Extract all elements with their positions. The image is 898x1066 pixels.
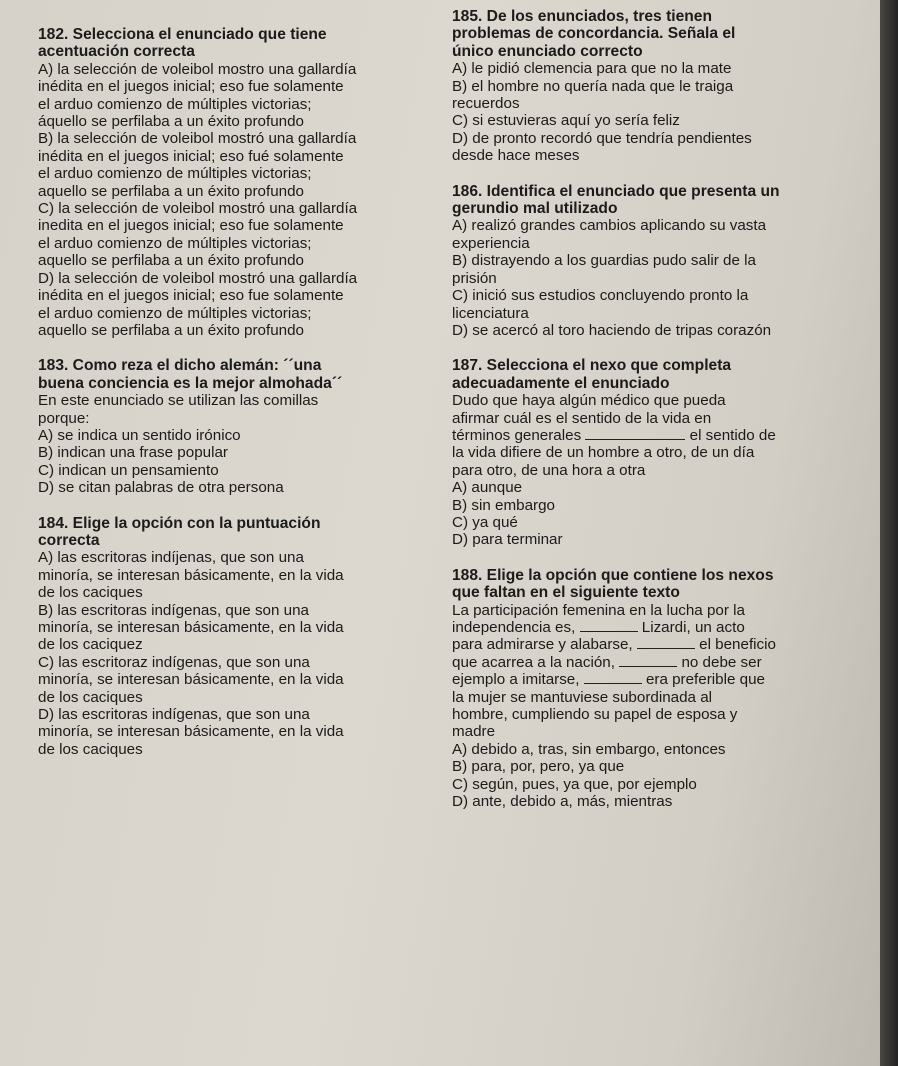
option-184-b[interactable]: B) las escritoras indígenas, que son una minoría, se interesan básicamente, en la vida de los caciquez (38, 601, 344, 654)
option-182-d[interactable]: D) la selección de voleibol mostró una gallardía inédita en el juegos inicial; eso fue solamente el arduo comienzo de múltiples victorias; aquello se perfilaba a un éxito profundo (38, 269, 358, 339)
page-edge-shadow (880, 0, 898, 1066)
question-185-title: 185. De los enunciados, tres tienen problemas de concordancia. Señala el único enunciado correcto (452, 8, 736, 60)
question-188 (452, 567, 878, 811)
question-182-title: 182. Selecciona el enunciado que tiene acentuación correcta (38, 26, 327, 61)
option-183-c[interactable]: C) indican un pensamiento (38, 461, 219, 479)
answer-blank[interactable] (637, 636, 695, 649)
question-183-stem: En este enunciado se utilizan las comillas porque: (38, 392, 319, 427)
right-column (452, 8, 878, 828)
answer-blank[interactable] (619, 654, 677, 667)
question-184-title: 184. Elige la opción con la puntuación correcta (38, 514, 321, 549)
question-188-title: 188. Elige la opción que contiene los nexos que faltan en el siguiente texto (452, 566, 774, 602)
option-188-c[interactable]: C) según, pues, ya que, por ejemplo (452, 775, 697, 793)
option-186-a[interactable]: A) realizó grandes cambios aplicando su vasta experiencia (452, 217, 767, 252)
option-183-b[interactable]: B) indican una frase popular (38, 444, 228, 462)
question-186-title: 186. Identifica el enunciado que presenta un gerundio mal utilizado (452, 182, 780, 218)
option-186-d[interactable]: D) se acercó al toro haciendo de tripas corazón (452, 321, 772, 339)
question-187-stem: Dudo que haya algún médico que pueda afirmar cuál es el sentido de la vida en términos generales el sentido de la vida difiere de un hombre a otro, de un día para otro, de una hora a otra (452, 392, 776, 479)
option-184-c[interactable]: C) las escritoraz indígenas, que son una minoría, se interesan básicamente, en la vida de los caciques (38, 653, 344, 706)
option-187-d[interactable]: D) para terminar (452, 531, 563, 549)
question-187-title: 187. Selecciona el nexo que completa adecuadamente el enunciado (452, 357, 732, 392)
option-186-b[interactable]: B) distrayendo a los guardias pudo salir de la prisión (452, 252, 756, 287)
option-187-b[interactable]: B) sin embargo (452, 496, 555, 514)
option-188-a[interactable]: A) debido a, tras, sin embargo, entonces (452, 740, 726, 758)
option-183-d[interactable]: D) se citan palabras de otra persona (38, 479, 284, 497)
option-185-b[interactable]: B) el hombre no quería nada que le traiga recuerdos (452, 77, 734, 113)
question-184 (38, 515, 458, 759)
option-187-a[interactable]: A) aunque (452, 479, 523, 497)
question-182 (38, 26, 458, 339)
question-183 (38, 357, 458, 496)
option-184-d[interactable]: D) las escritoras indígenas, que son una minoría, se interesan básicamente, en la vida de los caciques (38, 706, 344, 758)
question-183-title: 183. Como reza el dicho alemán: ´´una buena conciencia es la mejor almohada´´ (38, 357, 343, 392)
answer-blank[interactable] (580, 619, 638, 632)
option-182-c[interactable]: C) la selección de voleibol mostró una gallardía inedita en el juegos inicial; eso fue solamente el arduo comienzo de múltiples victorias; aquello se perfilaba a un éxito profundo (38, 200, 358, 270)
option-185-a[interactable]: A) le pidió clemencia para que no la mate (452, 60, 732, 78)
answer-blank[interactable] (584, 671, 642, 684)
option-186-c[interactable]: C) inició sus estudios concluyendo pronto la licenciatura (452, 287, 749, 322)
option-184-a[interactable]: A) las escritoras indíjenas, que son una minoría, se interesan básicamente, en la vida de los caciques (38, 549, 344, 602)
left-column (38, 26, 458, 776)
question-185 (452, 8, 878, 165)
option-183-a[interactable]: A) se indica un sentido irónico (38, 426, 241, 444)
option-188-b[interactable]: B) para, por, pero, ya que (452, 758, 625, 776)
question-186 (452, 183, 878, 340)
option-187-c[interactable]: C) ya qué (452, 513, 518, 531)
question-188-stem: La participación femenina en la lucha por la independencia es, Lizardi, un acto para admirarse y alabarse, el beneficio que acarrea a la nación, no debe ser ejemplo a imitarse, era preferible que la mujer se mantuviese subordinada al hombre, cumpliendo su papel de esposa y madre (452, 601, 776, 741)
option-185-d[interactable]: D) de pronto recordó que tendría pendientes desde hace meses (452, 129, 752, 165)
option-182-a[interactable]: A) la selección de voleibol mostro una gallardía inédita en el juegos inicial; eso fue solamente el arduo comienzo de múltiples victorias; áquello se perfilaba a un éxito profundo (38, 60, 357, 131)
option-188-d[interactable]: D) ante, debido a, más, mientras (452, 793, 673, 811)
question-187 (452, 357, 878, 548)
answer-blank[interactable] (585, 427, 685, 440)
option-182-b[interactable]: B) la selección de voleibol mostró una gallardía inédita en el juegos inicial; eso fué solamente el arduo comienzo de múltiples victorias; aquello se perfilaba a un éxito profundo (38, 130, 357, 200)
option-185-c[interactable]: C) si estuvieras aquí yo sería feliz (452, 112, 680, 130)
